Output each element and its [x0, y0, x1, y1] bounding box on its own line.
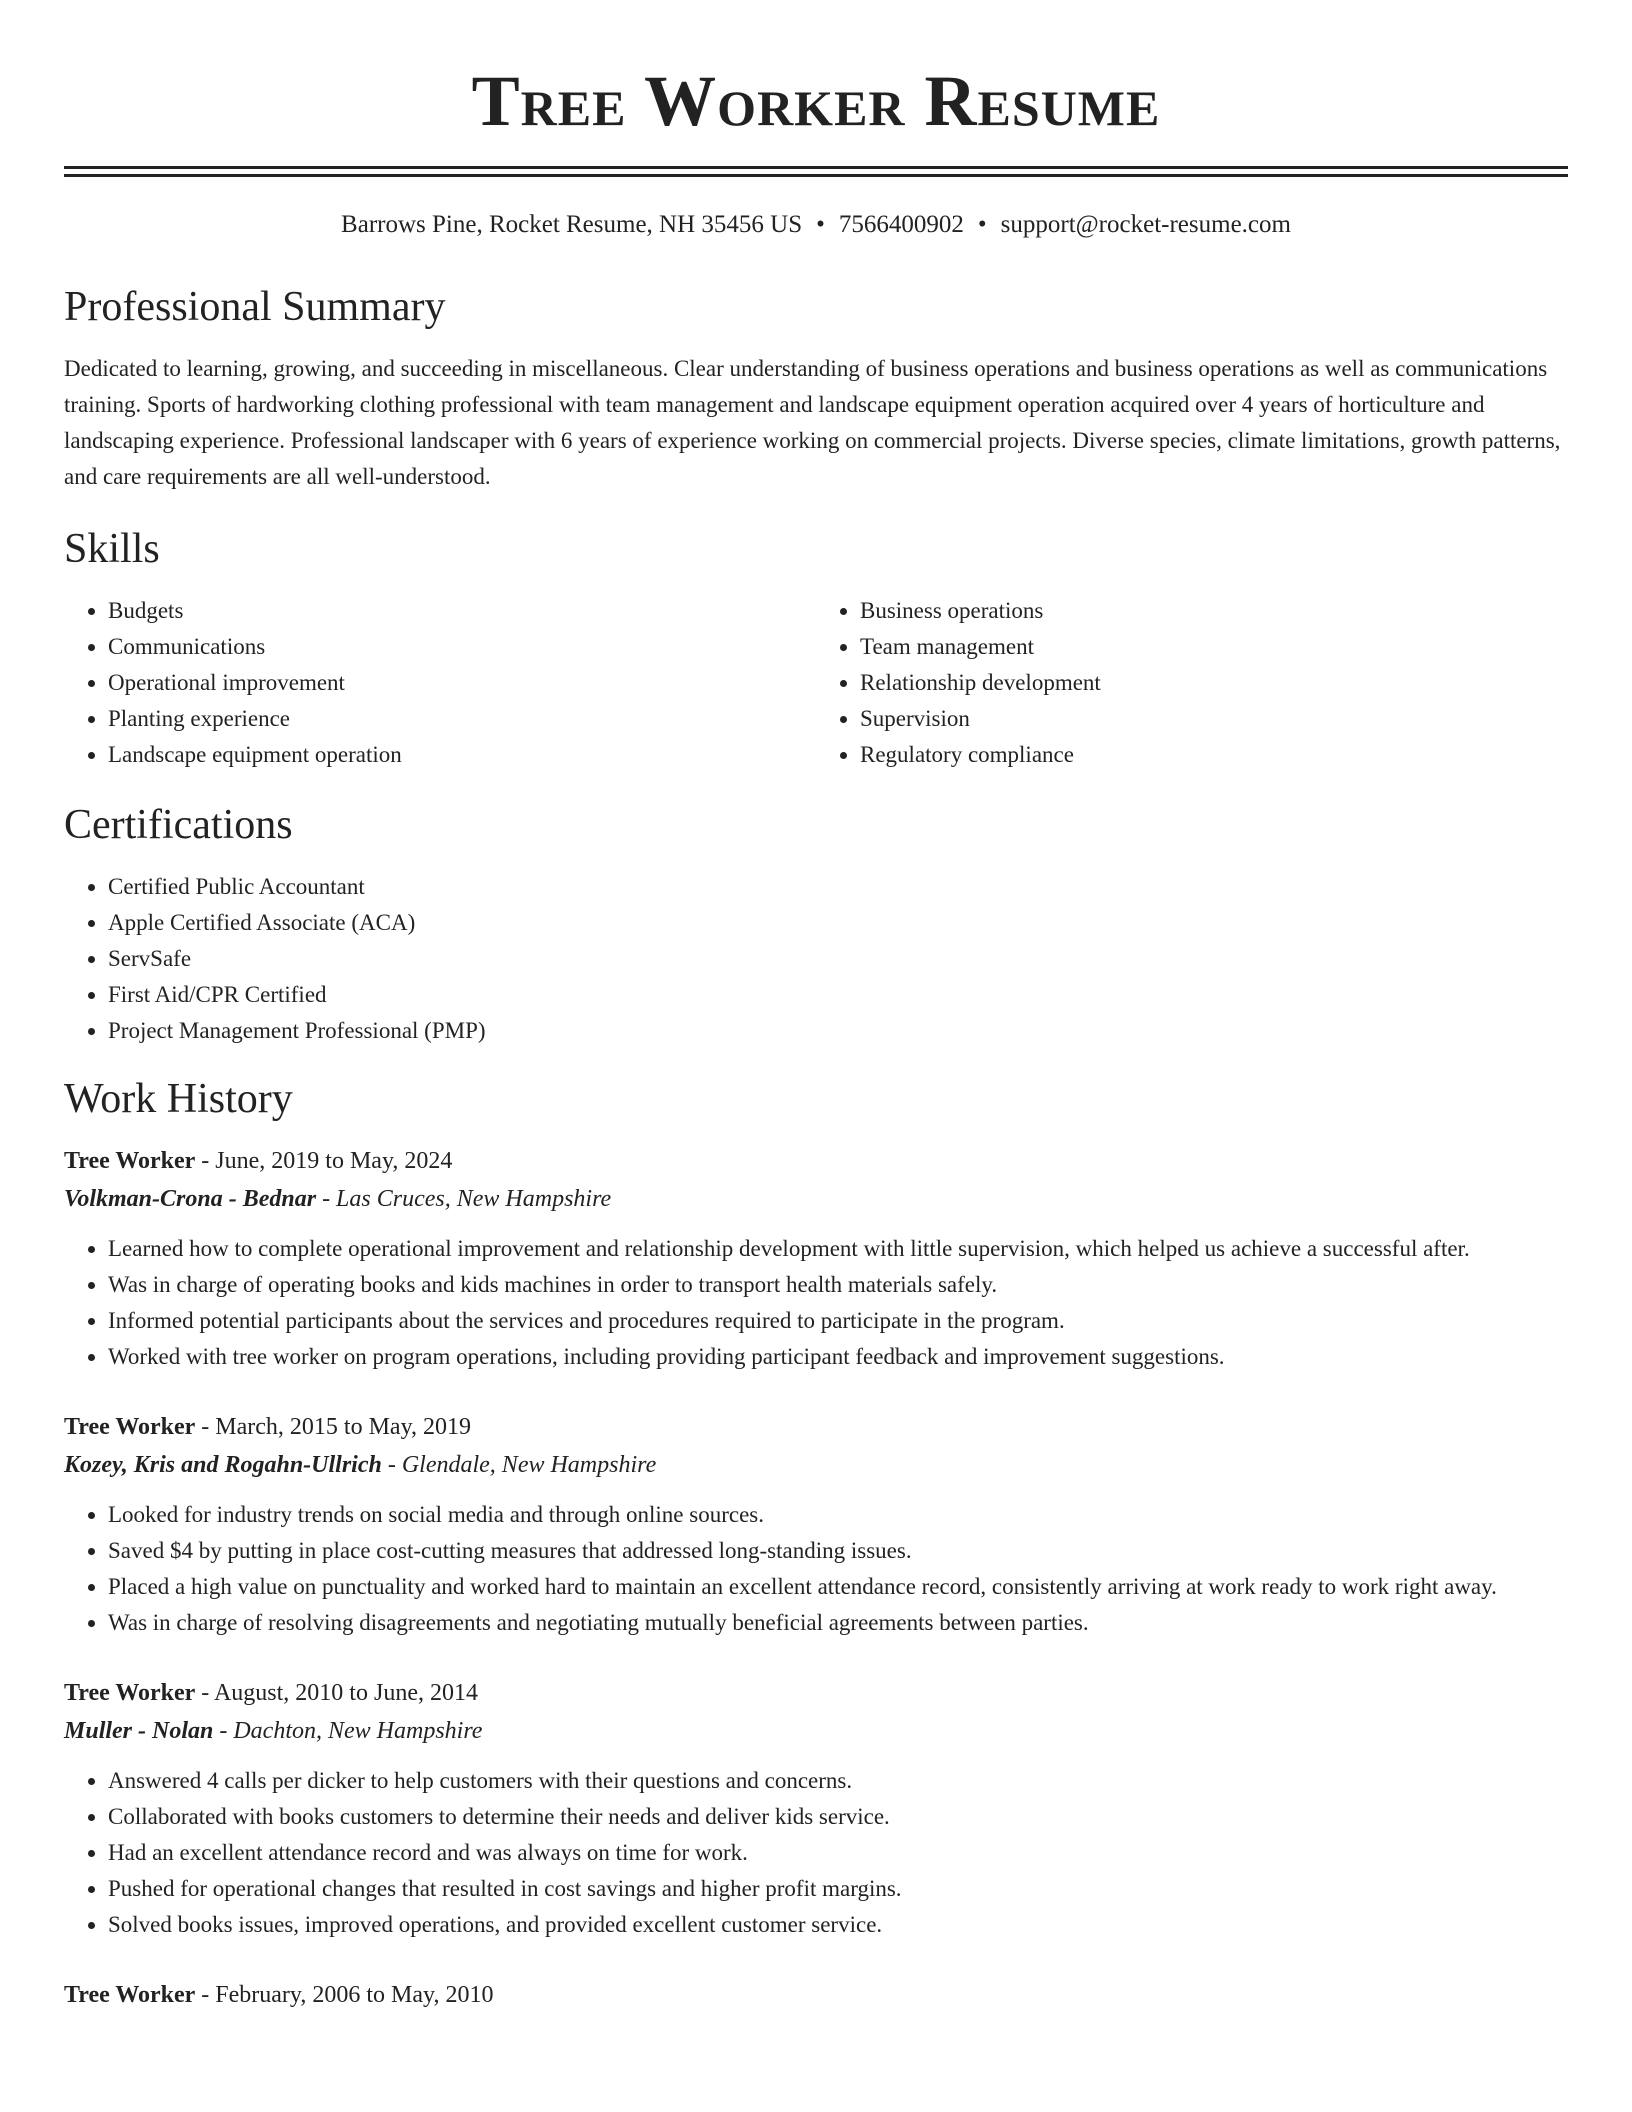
job-bullets	[64, 1497, 1568, 1641]
job-bullet: • Answered 4 calls per dicker to help customers with their questions and concerns.	[108, 1763, 1568, 1799]
job-company-line	[64, 1711, 1568, 1751]
resume-page	[64, 0, 1568, 2013]
skill-item: • Landscape equipment operation	[108, 737, 816, 773]
resume-title: Tree Worker Resume	[471, 61, 1161, 141]
job-title-line	[64, 1409, 1568, 1445]
job-bullet: • Worked with tree worker on program operations, including providing participant feedback and improvement suggestions.	[108, 1339, 1568, 1375]
job-bullets	[64, 1763, 1568, 1943]
certifications-heading: Certifications	[64, 802, 293, 848]
job-bullet: • Saved $4 by putting in place cost-cutting measures that addressed long-standing issues.	[108, 1533, 1568, 1569]
skill-item: • Supervision	[860, 701, 1568, 737]
skill-item: • Planting experience	[108, 701, 816, 737]
certifications-list	[64, 869, 1568, 1049]
job-entry	[64, 1143, 1568, 1375]
job-title: Tree Worker	[64, 1982, 196, 2008]
job-title-line	[64, 1675, 1568, 1711]
summary-heading: Professional Summary	[64, 284, 446, 330]
skills-list-left	[64, 593, 816, 773]
skill-item: • Business operations	[860, 593, 1568, 629]
job-bullet: • Was in charge of operating books and kids machines in order to transport health materials safely.	[108, 1267, 1568, 1303]
certification-item: • ServSafe	[108, 941, 1568, 977]
certifications-section	[64, 799, 1568, 1049]
skills-columns	[64, 593, 1568, 773]
job-bullet: • Was in charge of resolving disagreements and negotiating mutually beneficial agreements between parties.	[108, 1605, 1568, 1641]
certification-item: • Certified Public Accountant	[108, 869, 1568, 905]
summary-text: Dedicated to learning, growing, and succeeding in miscellaneous. Clear understanding of business operations and business operations as well as communications training. Sports of hardworking clothing professional with team management and landscape equipment operation acquired over 4 years of horticulture and landscaping experience. Professional landscaper with 6 years of experience working on commercial projects. Diverse species, climate limitations, growth patterns, and care requirements are all well-understood.	[64, 356, 1561, 489]
job-company: Muller - Nolan	[64, 1718, 214, 1744]
job-location: - Dachton, New Hampshire	[213, 1718, 483, 1744]
title-double-rule	[64, 166, 1568, 177]
job-bullet: • Had an excellent attendance record and was always on time for work.	[108, 1835, 1568, 1871]
skill-item: • Team management	[860, 629, 1568, 665]
job-bullet: • Collaborated with books customers to determine their needs and deliver kids service.	[108, 1799, 1568, 1835]
contact-phone: 7566400902	[838, 211, 964, 238]
certification-item: • Project Management Professional (PMP)	[108, 1013, 1568, 1049]
job-company-line	[64, 1179, 1568, 1219]
certification-item: • Apple Certified Associate (ACA)	[108, 905, 1568, 941]
skills-section	[64, 523, 1568, 773]
job-title: Tree Worker	[64, 1148, 196, 1174]
bullet-separator: •	[977, 211, 987, 238]
job-title-line	[64, 1977, 1568, 2013]
job-bullet: • Solved books issues, improved operations, and provided excellent customer service.	[108, 1907, 1568, 1943]
certification-item: • First Aid/CPR Certified	[108, 977, 1568, 1013]
job-company-line	[64, 1445, 1568, 1485]
skill-item: • Communications	[108, 629, 816, 665]
job-dates: - August, 2010 to June, 2014	[195, 1680, 478, 1706]
job-entry	[64, 1977, 1568, 2013]
job-bullet: • Pushed for operational changes that resulted in cost savings and higher profit margins.	[108, 1871, 1568, 1907]
contact-email: support@rocket-resume.com	[1000, 211, 1291, 238]
job-company: Volkman-Crona - Bednar	[64, 1186, 317, 1212]
job-title-line	[64, 1143, 1568, 1179]
skill-item: • Regulatory compliance	[860, 737, 1568, 773]
skills-list-right	[816, 593, 1568, 773]
contact-address: Barrows Pine, Rocket Resume, NH 35456 US	[341, 211, 803, 238]
job-bullets	[64, 1231, 1568, 1375]
job-location: - Las Cruces, New Hampshire	[316, 1186, 612, 1212]
contact-line	[64, 209, 1568, 241]
summary-section	[64, 281, 1568, 495]
job-entry	[64, 1675, 1568, 1943]
job-location: - Glendale, New Hampshire	[381, 1452, 657, 1478]
work-history-section	[64, 1073, 1568, 2013]
job-dates: - June, 2019 to May, 2024	[195, 1148, 453, 1174]
bullet-separator: •	[816, 211, 825, 238]
job-bullet: • Looked for industry trends on social media and through online sources.	[108, 1497, 1568, 1533]
skill-item: • Operational improvement	[108, 665, 816, 701]
job-dates: - February, 2006 to May, 2010	[195, 1982, 494, 2008]
work-history-heading: Work History	[64, 1076, 293, 1122]
skill-item: • Budgets	[108, 593, 816, 629]
job-company: Kozey, Kris and Rogahn-Ullrich	[64, 1452, 382, 1478]
job-entry	[64, 1409, 1568, 1641]
job-bullet: • Learned how to complete operational improvement and relationship development with little supervision, which helped us achieve a successful after.	[108, 1231, 1568, 1267]
job-bullet: • Informed potential participants about the services and procedures required to participate in the program.	[108, 1303, 1568, 1339]
job-dates: - March, 2015 to May, 2019	[195, 1414, 472, 1440]
job-bullet: • Placed a high value on punctuality and worked hard to maintain an excellent attendance record, consistently arriving at work ready to work right away.	[108, 1569, 1568, 1605]
job-title: Tree Worker	[64, 1680, 196, 1706]
skills-heading: Skills	[64, 526, 160, 572]
skill-item: • Relationship development	[860, 665, 1568, 701]
job-title: Tree Worker	[64, 1414, 196, 1440]
